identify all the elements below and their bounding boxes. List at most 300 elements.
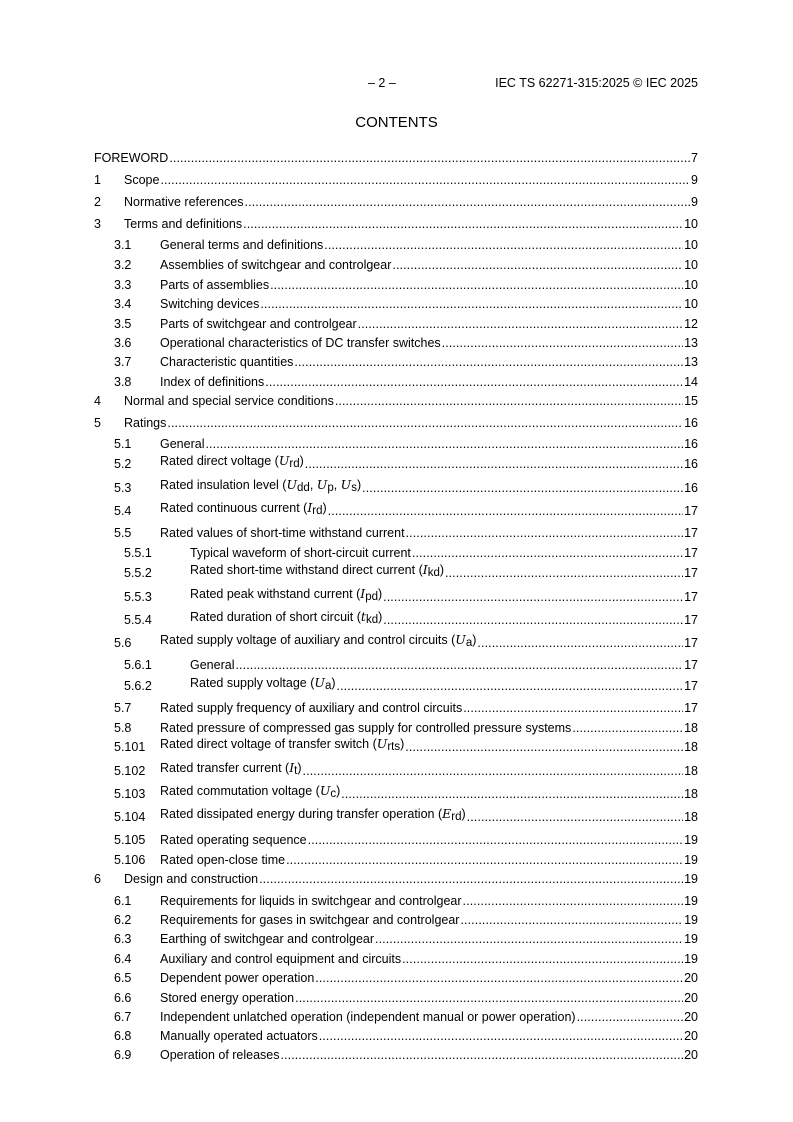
- toc-entry[interactable]: [94, 273, 698, 291]
- toc-entry-page: 16: [684, 415, 698, 430]
- toc-entry-page: 19: [684, 832, 698, 847]
- leader-dots: [167, 417, 683, 430]
- toc-entry-label-text: Earthing of switchgear and controlgear: [160, 931, 375, 946]
- toc-entry-number: 6.5: [114, 970, 132, 985]
- symbol-subscript: rd: [451, 810, 462, 823]
- toc-entry[interactable]: [94, 411, 698, 429]
- leader-dots: [412, 547, 683, 560]
- toc-entry-label-text: Stored energy operation: [160, 990, 295, 1005]
- toc-entry-page: 17: [684, 589, 698, 604]
- toc-entry-label: [160, 438, 204, 451]
- leader-dots: [169, 152, 690, 165]
- toc-entry-label: [160, 702, 462, 715]
- toc-entry-label-tail: ): [299, 453, 304, 468]
- symbol-variable: E: [442, 805, 452, 821]
- symbol-variable: U: [278, 452, 290, 468]
- toc-entry-label-text: Rated duration of short circuit (: [190, 609, 361, 624]
- toc-entry-label-text: Scope: [124, 172, 160, 187]
- symbol-variable: U: [314, 674, 325, 690]
- leader-dots: [295, 992, 683, 1005]
- toc-entry-number: 6.2: [114, 912, 132, 927]
- toc-entry-number: 5.5.2: [124, 565, 152, 580]
- toc-entry-label-text: Requirements for liquids in switchgear and controlgear: [160, 893, 462, 908]
- toc-entry-number: 3.4: [114, 296, 132, 311]
- toc-entry[interactable]: [94, 331, 698, 349]
- toc-entry-page: 20: [684, 1028, 698, 1043]
- toc-entry-page: 17: [684, 678, 698, 693]
- symbol-subscript: pd: [365, 590, 378, 603]
- toc-entry[interactable]: [94, 805, 698, 823]
- toc-entry-number: 5.106: [114, 852, 146, 867]
- toc-entry-label-text: Characteristic quantities: [160, 354, 294, 369]
- toc-entry-number: 1: [94, 172, 101, 187]
- toc-entry-page: 9: [691, 172, 698, 187]
- toc-entry-page: 19: [684, 912, 698, 927]
- toc-entry-number: 5.6.1: [124, 657, 152, 672]
- toc-entry[interactable]: [94, 146, 698, 164]
- toc-entry-label-text: Typical waveform of short-circuit current: [190, 545, 411, 560]
- toc-entry[interactable]: [94, 966, 698, 984]
- leader-dots: [259, 873, 683, 886]
- toc-entry-label-text: Rated direct voltage of transfer switch (: [160, 736, 377, 751]
- toc-entry[interactable]: [94, 696, 698, 714]
- leader-dots: [270, 279, 683, 292]
- leader-dots: [265, 376, 683, 389]
- toc-entry-label-text: Normative references: [124, 194, 244, 209]
- toc-entry-label: [160, 298, 259, 311]
- toc-entry-label-text: Index of definitions: [160, 374, 265, 389]
- toc-entry-page: 7: [691, 150, 698, 165]
- toc-entry-label: [160, 318, 357, 331]
- toc-entry[interactable]: [94, 561, 698, 579]
- toc-entry-label: [160, 782, 341, 801]
- toc-entry-page: 17: [684, 700, 698, 715]
- toc-entry-label-text: Rated supply voltage of auxiliary and control circuits (: [160, 632, 456, 647]
- toc-entry-label-tail: ): [331, 675, 336, 690]
- toc-entry-page: 17: [684, 657, 698, 672]
- toc-entry-page: 12: [684, 316, 698, 331]
- toc-entry-label-tail: ): [377, 586, 383, 601]
- toc-entry-label: [160, 259, 391, 272]
- toc-entry-page: 13: [684, 354, 698, 369]
- toc-entry[interactable]: [94, 986, 698, 1004]
- symbol-subscript: a: [324, 679, 332, 692]
- symbol-variable: U: [286, 476, 298, 492]
- toc-entry-number: 6: [94, 871, 101, 886]
- leader-dots: [335, 395, 683, 408]
- toc-entry-label: [160, 834, 307, 847]
- page-header: [0, 76, 793, 92]
- toc-entry-label-text: Rated supply frequency of auxiliary and control circuits: [160, 700, 463, 715]
- toc-entry-page: 17: [684, 635, 698, 650]
- toc-entry-number: 3.6: [114, 335, 132, 350]
- toc-entry-page: 10: [684, 277, 698, 292]
- toc-entry-label-text: Auxiliary and control equipment and circuits: [160, 951, 402, 966]
- toc-entry-page: 10: [684, 296, 698, 311]
- toc-entry-number: 3.7: [114, 354, 132, 369]
- leader-dots: [358, 318, 683, 331]
- toc-entry[interactable]: [94, 253, 698, 271]
- toc-entry-number: 5.8: [114, 720, 132, 735]
- toc-entry[interactable]: [94, 476, 698, 494]
- toc-entry-label-tail: ): [322, 500, 327, 515]
- symbol-subscript: kd: [365, 613, 379, 626]
- toc-entry[interactable]: [94, 212, 698, 230]
- toc-entry-label: [190, 608, 383, 627]
- leader-dots: [243, 218, 683, 231]
- toc-entry-label-text: Independent unlatched operation (independent manual or power operation): [160, 1009, 576, 1024]
- toc-entry[interactable]: [94, 432, 698, 450]
- toc-entry-page: 16: [684, 456, 698, 471]
- toc-entry-label-tail: ): [472, 632, 477, 647]
- symbol-variable: I: [360, 585, 366, 601]
- toc-entry-page: 20: [684, 990, 698, 1005]
- toc-entry[interactable]: [94, 908, 698, 926]
- toc-entry-label-text: Requirements for gases in switchgear and controlgear: [160, 912, 460, 927]
- toc-entry-label-tail: ): [400, 736, 405, 751]
- symbol-variable: U: [455, 631, 466, 647]
- toc-entry-label-tail: ): [378, 609, 383, 624]
- toc-entry-label: [160, 805, 466, 824]
- toc-entry-label: [160, 854, 285, 867]
- leader-dots: [308, 834, 683, 847]
- toc-entry-number: 6.3: [114, 931, 132, 946]
- toc-entry-label-tail: ): [439, 562, 445, 577]
- toc-entry-label: [160, 972, 314, 985]
- toc-entry-page: 19: [684, 852, 698, 867]
- leader-dots: [467, 811, 683, 824]
- leader-dots: [460, 914, 683, 927]
- toc-entry-label: [160, 631, 477, 650]
- toc-entry-page: 18: [684, 809, 698, 824]
- toc-entry-page: 18: [684, 763, 698, 778]
- toc-entry-page: 18: [684, 786, 698, 801]
- toc-entry-label-text: FOREWORD: [94, 150, 169, 165]
- symbol-subscript: rd: [289, 457, 300, 470]
- toc-entry-label-tail: ): [297, 760, 302, 775]
- toc-entry[interactable]: [94, 312, 698, 330]
- toc-entry-page: 14: [684, 374, 698, 389]
- toc-entry-label: Rated insulation level ($U_{dd}$, $U_p$, $U_s$): [160, 476, 362, 494]
- toc-entry-label-text: Rated supply voltage (: [190, 675, 315, 690]
- toc-entry-number: 5.6.2: [124, 678, 152, 693]
- leader-dots: [572, 722, 683, 735]
- toc-entry-page: 16: [684, 436, 698, 451]
- symbol-variable: I: [289, 759, 295, 775]
- toc-entry-page: 13: [684, 335, 698, 350]
- toc-entry-number: 5.5.4: [124, 612, 152, 627]
- symbol-subscript: rd: [312, 504, 323, 517]
- toc-entry-label: [124, 395, 334, 408]
- toc-entry[interactable]: [94, 848, 698, 866]
- toc-entry-label: [124, 174, 159, 187]
- toc-entry-label-text: Operational characteristics of DC transfer switches: [160, 335, 441, 350]
- leader-dots: [260, 298, 683, 311]
- toc-entry[interactable]: [94, 653, 698, 671]
- toc-entry-label-text: Rated direct voltage (: [160, 453, 279, 468]
- leader-dots: [402, 953, 683, 966]
- toc-entry-page: 20: [684, 970, 698, 985]
- toc-entry[interactable]: [94, 716, 698, 734]
- toc-entry-label-text: Ratings: [124, 415, 167, 430]
- toc-entry-label: [160, 337, 441, 350]
- toc-entry-number: 5.4: [114, 503, 132, 518]
- symbol-subscript: t: [294, 764, 298, 777]
- toc-entry-label-text: Operation of releases: [160, 1047, 280, 1062]
- toc-entry-number: 2: [94, 194, 101, 209]
- toc-entry-label: [160, 895, 462, 908]
- toc-entry-page: 20: [684, 1047, 698, 1062]
- symbol-subscript: dd: [297, 481, 310, 494]
- toc-entry-label: [160, 239, 323, 252]
- toc-entry-label-text: Design and construction: [124, 871, 259, 886]
- leader-dots: [477, 637, 683, 650]
- toc-entry-label-text: Switching devices: [160, 296, 260, 311]
- toc-entry-label: [190, 659, 234, 672]
- toc-entry-page: 18: [684, 720, 698, 735]
- toc-entry-number: 6.7: [114, 1009, 132, 1024]
- toc-entry[interactable]: [94, 350, 698, 368]
- leader-dots: [392, 259, 683, 272]
- toc-entry-number: 5.5: [114, 525, 132, 540]
- symbol-subscript: p: [327, 481, 334, 494]
- toc-entry-label: [160, 914, 459, 927]
- toc-entry-number: 6.6: [114, 990, 132, 1005]
- toc-entry[interactable]: [94, 233, 698, 251]
- toc-entry-page: 9: [691, 194, 698, 209]
- toc-entry-number: 5.3: [114, 480, 132, 495]
- leader-dots: [281, 1049, 684, 1062]
- toc-entry-number: 5.101: [114, 739, 146, 754]
- leader-dots: [362, 482, 683, 495]
- symbol-variable: U: [319, 782, 331, 798]
- symbol-variable: U: [340, 476, 352, 492]
- toc-entry-number: 3.2: [114, 257, 132, 272]
- toc-entry-label-text: Rated continuous current (: [160, 500, 308, 515]
- toc-entry[interactable]: [94, 452, 698, 470]
- toc-entry[interactable]: [94, 1005, 698, 1023]
- symbol-variable: I: [307, 499, 313, 515]
- toc-entry-label-tail: ): [356, 477, 362, 492]
- toc-entry-label-text: Dependent power operation: [160, 970, 315, 985]
- leader-dots: [383, 614, 683, 627]
- toc-entry-page: 19: [684, 871, 698, 886]
- toc-entry-label-text: Rated transfer current (: [160, 760, 290, 775]
- leader-dots: [315, 972, 683, 985]
- toc-entry[interactable]: [94, 168, 698, 186]
- toc-entry-number: 6.9: [114, 1047, 132, 1062]
- leader-dots: [160, 174, 690, 187]
- toc-entry-label: [160, 992, 294, 1005]
- toc-entry-label-text: Manually operated actuators: [160, 1028, 318, 1043]
- toc-entry-label-text: Rated insulation level (: [160, 477, 287, 492]
- leader-dots: [463, 895, 684, 908]
- toc-entry[interactable]: [94, 631, 698, 649]
- toc-entry-page: 17: [684, 545, 698, 560]
- leader-dots: [442, 337, 683, 350]
- toc-entry-number: 5.5.3: [124, 589, 152, 604]
- toc-entry[interactable]: [94, 370, 698, 388]
- toc-entry-label: [190, 585, 383, 604]
- toc-entry-page: 19: [684, 931, 698, 946]
- toc-entry-number: 5.102: [114, 763, 146, 778]
- leader-dots: [445, 567, 683, 580]
- toc-entry-label-text: Rated dissipated energy during transfer operation (: [160, 806, 443, 821]
- leader-dots: [235, 659, 683, 672]
- toc-entry-label: [190, 674, 336, 693]
- toc-entry-label-tail: ): [461, 806, 466, 821]
- leader-dots: [294, 356, 683, 369]
- toc-entry[interactable]: [94, 292, 698, 310]
- toc-entry-number: 5: [94, 415, 101, 430]
- leader-dots: [406, 527, 684, 540]
- leader-dots: [245, 196, 691, 209]
- leader-dots: [383, 591, 683, 604]
- toc-entry[interactable]: [94, 585, 698, 603]
- toc-entry-page: 17: [684, 503, 698, 518]
- toc-entry[interactable]: [94, 521, 698, 539]
- toc-entry-number: 5.1: [114, 436, 132, 451]
- symbol-subscript: kd: [427, 566, 440, 579]
- toc-entry-label: [190, 561, 445, 580]
- symbol-subscript: rts: [387, 740, 401, 753]
- toc-entry-label-text: Rated open-close time: [160, 852, 286, 867]
- toc-entry-number: 5.105: [114, 832, 146, 847]
- toc-entry-label-text: Parts of assemblies: [160, 277, 270, 292]
- toc-entry-label-text: Rated pressure of compressed gas supply for controlled pressure systems: [160, 720, 572, 735]
- toc-entry-label: [160, 953, 401, 966]
- toc-entry[interactable]: [94, 1043, 698, 1061]
- leader-dots: [337, 680, 684, 693]
- toc-entry[interactable]: [94, 1024, 698, 1042]
- toc-entry-label: [160, 376, 264, 389]
- toc-entry-number: 5.6: [114, 635, 132, 650]
- toc-entry[interactable]: [94, 541, 698, 559]
- toc-entry[interactable]: [94, 782, 698, 800]
- leader-dots: [463, 702, 683, 715]
- toc-entry-label: [160, 722, 571, 735]
- toc-entry[interactable]: [94, 828, 698, 846]
- toc-entry-page: 10: [684, 237, 698, 252]
- toc-entry-page: 19: [684, 893, 698, 908]
- toc-entry-label-text: General terms and definitions: [160, 237, 324, 252]
- page-title: CONTENTS: [355, 114, 438, 131]
- toc-entry-label: [160, 933, 374, 946]
- toc-entry-label-text: Rated peak withstand current (: [190, 586, 361, 601]
- leader-dots: [375, 933, 683, 946]
- toc-entry-number: 3.5: [114, 316, 132, 331]
- toc-entry-number: 5.7: [114, 700, 132, 715]
- toc-entry-number: 4: [94, 393, 101, 408]
- toc-entry-label: [124, 873, 258, 886]
- toc-entry-number: 5.5.1: [124, 545, 152, 560]
- toc-entry-label-text: General: [160, 436, 205, 451]
- toc-entry-label: [190, 547, 411, 560]
- leader-dots: [324, 239, 683, 252]
- toc-entry-label-text: Normal and special service conditions: [124, 393, 334, 408]
- toc-entry-page: 10: [684, 216, 698, 231]
- toc-entry-label: [160, 452, 304, 471]
- toc-entry-number: 6.8: [114, 1028, 132, 1043]
- toc-entry-label: [160, 279, 269, 292]
- toc-entry-label: [160, 1030, 318, 1043]
- toc-entry-number: 5.104: [114, 809, 146, 824]
- standard-reference: IEC TS 62271-315:2025 © IEC 2025: [495, 76, 698, 90]
- toc-entry-page: 17: [684, 565, 698, 580]
- toc-entry[interactable]: [94, 889, 698, 907]
- symbol-variable: U: [376, 735, 388, 751]
- toc-entry[interactable]: [94, 674, 698, 692]
- toc-entry-page: 20: [684, 1009, 698, 1024]
- toc-entry[interactable]: [94, 927, 698, 945]
- leader-dots: [577, 1011, 684, 1024]
- toc-entry-label-text: General: [190, 657, 235, 672]
- toc-entry-label-text: Rated values of short-time withstand current: [160, 525, 405, 540]
- symbol-variable: U: [316, 476, 328, 492]
- leader-dots: [319, 1030, 683, 1043]
- leader-dots: [303, 765, 684, 778]
- toc-entry-label: [160, 1049, 280, 1062]
- toc-entry-number: 3: [94, 216, 101, 231]
- toc-entry-label: [160, 527, 405, 540]
- toc-entry[interactable]: [94, 867, 698, 885]
- toc-entry[interactable]: [94, 499, 698, 517]
- leader-dots: [405, 741, 683, 754]
- leader-dots: [205, 438, 683, 451]
- leader-dots: [328, 505, 683, 518]
- leader-dots: [341, 788, 683, 801]
- toc-entry-number: 6.4: [114, 951, 132, 966]
- toc-entry[interactable]: [94, 608, 698, 626]
- toc-entry-label: [160, 356, 293, 369]
- toc-entry-label-text: Rated commutation voltage (: [160, 783, 320, 798]
- toc-entry-label-tail: ): [336, 783, 341, 798]
- toc-entry-label: [160, 499, 327, 518]
- toc-entry-number: 3.3: [114, 277, 132, 292]
- toc-entry-label-text: Assemblies of switchgear and controlgear: [160, 257, 392, 272]
- toc-entry[interactable]: [94, 947, 698, 965]
- toc-entry-page: 15: [684, 393, 698, 408]
- toc-entry-number: 5.103: [114, 786, 146, 801]
- leader-dots: [305, 458, 683, 471]
- toc-entry[interactable]: [94, 735, 698, 753]
- toc-entry-page: 19: [684, 951, 698, 966]
- toc-entry-page: 10: [684, 257, 698, 272]
- leader-dots: [286, 854, 683, 867]
- toc-entry-page: 17: [684, 525, 698, 540]
- toc-entry-label: [160, 735, 405, 754]
- toc-entry-label-text: Terms and definitions: [124, 216, 243, 231]
- toc-entry-label: [160, 1011, 576, 1024]
- toc-entry-number: 3.8: [114, 374, 132, 389]
- page-number: – 2 –: [368, 76, 396, 90]
- toc-entry[interactable]: [94, 190, 698, 208]
- toc-entry[interactable]: [94, 389, 698, 407]
- toc-entry[interactable]: [94, 759, 698, 777]
- toc-entry-label: [160, 759, 302, 778]
- toc-entry-label-text: Rated short-time withstand direct current (: [190, 562, 423, 577]
- toc-entry-label: [94, 152, 168, 165]
- symbol-variable: t: [360, 608, 366, 624]
- symbol-subscript: s: [351, 481, 357, 494]
- toc-entry-label: [124, 218, 242, 231]
- toc-entry-number: 3.1: [114, 237, 132, 252]
- symbol-subscript: c: [330, 787, 337, 800]
- toc-entry-label: [124, 196, 244, 209]
- toc-entry-page: 18: [684, 739, 698, 754]
- toc-entry-number: 6.1: [114, 893, 132, 908]
- symbol-variable: I: [422, 561, 428, 577]
